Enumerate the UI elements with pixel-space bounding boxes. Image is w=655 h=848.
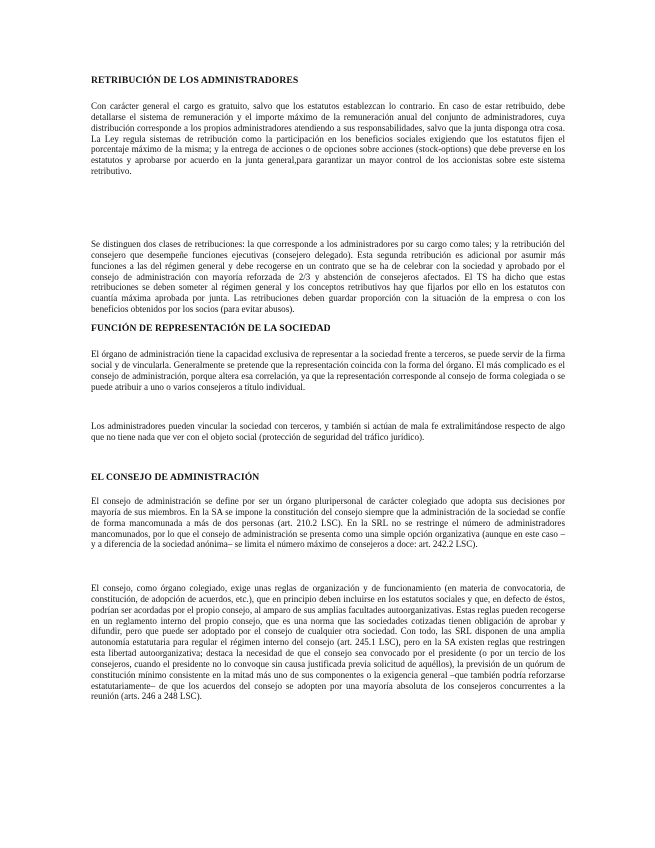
paragraph: El consejo, como órgano colegiado, exige unas reglas de organización y de funcionamiento (en materia de convocatoria, de constitución, de adopción de acuerdos, etc.), que en principio deben incluirse en los estatutos sociales y que, en defecto de éstos, podrían ser acordadas por el propio consejo, al amparo de sus amplias facultades autoorganizativas. Estas reglas pueden recogerse en un reglamento interno del propio consejo, que es una norma que las sociedades cotizadas tienen obligación de aprobar y difundir, pero que puede ser adoptado por el consejo de cualquier otra sociedad. Con todo, las SRL disponen de una amplia autonomía estatutaria para regular el régimen interno del consejo (art. 245.1 LSC), pero en la SA existen reglas que restringen esta libertad autoorganizativa; destaca la necesidad de que el consejo sea convocado por el presidente (o por un tercio de los consejeros, cuando el presidente no lo convoque sin causa justificada previa solicitud de aquéllos), la previsión de un quórum de constitución mínimo consistente en la mitad más uno de sus componentes o la exigencia general –que también podría reforzarse estatutariamente– de que los acuerdos del consejo se adopten por una mayoría absoluta de los consejeros concurrentes a la reunión (arts. 246 a 248 LSC). — [91, 583, 565, 702]
section-heading-retribucion: RETRIBUCIÓN DE LOS ADMINISTRADORES — [91, 75, 299, 86]
paragraph: El órgano de administración tiene la capacidad exclusiva de representar a la sociedad frente a terceros, se puede servir de la firma social y de vincularla. Generalmente se pretende que la representación coincida con la forma del órgano. El más complicado es el consejo de administración, porque altera esa correlación, ya que la representación corresponde al consejo de forma colegiada o se puede atribuir a uno o varios consejeros a título individual. — [91, 349, 565, 392]
paragraph: Con carácter general el cargo es gratuito, salvo que los estatutos establezcan lo contrario. En caso de estar retribuido, debe detallarse el sistema de remuneración y el importe máximo de la remuneración anual del conjunto de administradores, cuya distribución corresponde a los propios administradores atendiendo a sus responsabilidades, salvo que la junta disponga otra cosa. La Ley regula sistemas de retribución como la participación en los beneficios sociales exigiendo que los estatutos fijen el porcentaje máximo de la misma; y la entrega de acciones o de opciones sobre acciones (stock-options) que debe preverse en los estatutos y aprobarse por acuerdo en la junta general,para garantizar un mayor control de los accionistas sobre este sistema retributivo. — [91, 101, 565, 177]
section-heading-representacion: FUNCIÓN DE REPRESENTACIÓN DE LA SOCIEDAD — [91, 323, 331, 334]
paragraph: Los administradores pueden vincular la sociedad con terceros, y también si actúan de mala fe extralimitándose respecto de algo que no tiene nada que ver con el objeto social (protección de seguridad del tráfico jurídico). — [91, 421, 565, 442]
section-heading-consejo: EL CONSEJO DE ADMINISTRACIÓN — [91, 472, 260, 483]
paragraph: El consejo de administración se define por ser un órgano pluripersonal de carácter colegiado que adopta sus decisiones por mayoría de sus miembros. En la SA se impone la constitución del consejo siempre que la administración de la sociedad se confíe de forma mancomunada a más de dos personas (art. 210.2 LSC). En la SRL no se restringe el número de administradores mancomunados, por lo que el consejo de administración se presenta como una simple opción organizativa (aunque en este caso –y a diferencia de la sociedad anónima– se limita el número máximo de consejeros a doce: art. 242.2 LSC). — [91, 496, 565, 550]
paragraph: Se distinguen dos clases de retribuciones: la que corresponde a los administradores por su cargo como tales; y la retribución del consejero que desempeñe funciones ejecutivas (consejero delegado). Esta segunda retribución es adicional por asumir más funciones a las del régimen general y debe recogerse en un contrato que se ha de celebrar con la sociedad y aprobado por el consejo de administración con mayoría reforzada de 2/3 y abstención de consejeros afectados. El TS ha dicho que estas retribuciones se deben someter al régimen general y los conceptos retributivos hay que fijarlos por ello en los estatutos con cuantía máxima aprobada por junta. Las retribuciones deben guardar proporción con la situación de la empresa o con los beneficios obtenidos por los socios (para evitar abusos). — [91, 239, 565, 315]
